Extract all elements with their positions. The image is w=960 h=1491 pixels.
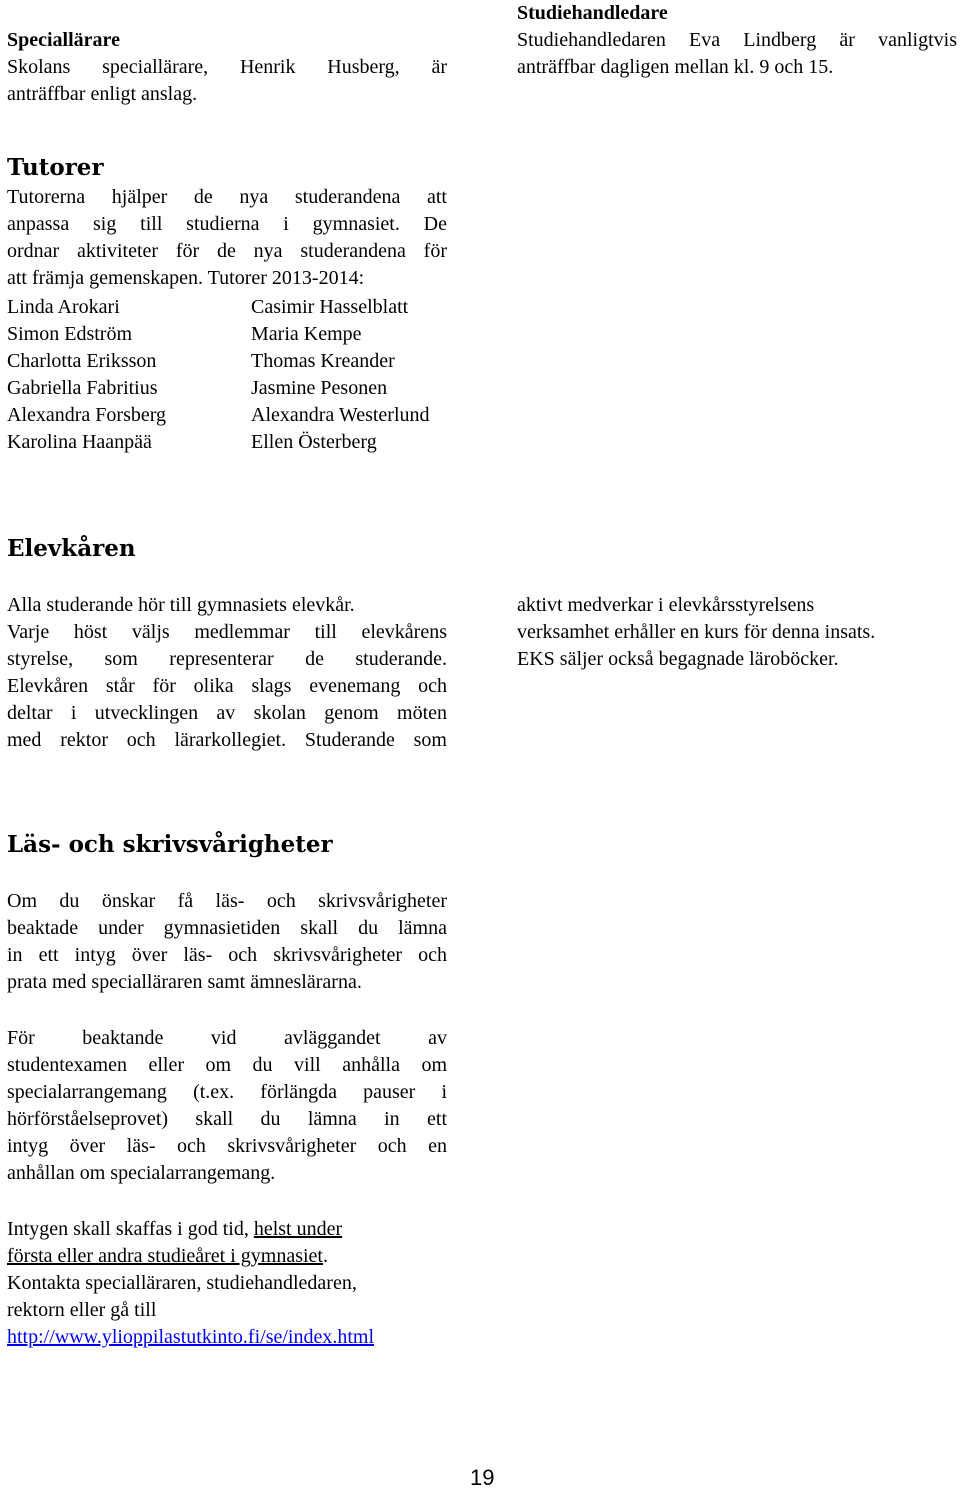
tutor-name: Alexandra Forsberg: [7, 404, 167, 426]
elevkaren-heading: Elevkåren: [7, 535, 136, 562]
las-skriv-text-line: anhållan om specialarrangemang.: [7, 1162, 276, 1184]
tutorer-text-line: ordnar aktiviteter för de nya studerandena för: [7, 240, 447, 262]
las-skriv-text: Intygen skall skaffas i god tid,: [7, 1218, 254, 1240]
studiehandledare-heading: Studiehandledare: [517, 2, 668, 24]
tutorer-text-line: Tutorerna hjälper de nya studerandena att: [7, 186, 447, 208]
tutor-names-row: [7, 348, 487, 375]
elevkaren-text-line: deltar i utvecklingen av skolan genom möten: [7, 702, 447, 724]
tutor-name: Simon Edström: [7, 323, 133, 345]
tutor-names-row: [7, 402, 487, 429]
las-skriv-text-line: rektorn eller gå till: [7, 1299, 157, 1321]
las-skriv-text-line: beaktade under gymnasietiden skall du lämna: [7, 917, 447, 939]
las-skriv-text-line: prata med specialläraren samt ämneslärarna.: [7, 971, 362, 993]
tutor-names-row: [7, 429, 487, 456]
tutor-name: Karolina Haanpää: [7, 431, 152, 453]
speciallarare-heading: Speciallärare: [7, 29, 120, 51]
studiehandledare-text-line: Studiehandledaren Eva Lindberg är vanligtvis: [517, 29, 957, 51]
tutorer-heading: Tutorer: [7, 154, 104, 181]
tutor-name: Ellen Österberg: [251, 431, 377, 453]
emphasis-underlined-text: helst under: [253, 1218, 343, 1240]
elevkaren-text-line: styrelse, som representerar de studerande.: [7, 648, 447, 670]
tutor-names-row: [7, 375, 487, 402]
studiehandledare-section: [517, 0, 957, 81]
elevkaren-text-line: Varje höst väljs medlemmar till elevkårens: [7, 621, 447, 643]
las-skriv-text-line: Om du önskar få läs- och skrivsvårigheter: [7, 890, 447, 912]
las-skriv-text-line: intyg över läs- och skrivsvårigheter och en: [7, 1135, 447, 1157]
tutor-names-list: [7, 294, 487, 459]
studiehandledare-text-line: anträffbar dagligen mellan kl. 9 och 15.: [517, 56, 834, 78]
page-number: 19: [470, 1465, 495, 1490]
tutor-name: Charlotta Eriksson: [7, 350, 157, 372]
las-skriv-text-line: [7, 1243, 467, 1270]
tutorer-text-line: anpassa sig till studierna i gymnasiet. De: [7, 213, 447, 235]
tutor-name: Linda Arokari: [7, 296, 120, 318]
las-skriv-text-line: specialarrangemang (t.ex. förlängda pauser i: [7, 1081, 447, 1103]
las-skriv-paragraph-3: [7, 1216, 467, 1351]
las-skriv-text-line: För beaktande vid avläggandet av: [7, 1027, 447, 1049]
tutor-name: Alexandra Westerlund: [251, 404, 430, 426]
tutorer-section: [7, 152, 447, 292]
las-skriv-text-line: studentexamen eller om du vill anhålla om: [7, 1054, 447, 1076]
las-skriv-text-line: in ett intyg över läs- och skrivsvårigheter och: [7, 944, 447, 966]
las-skriv-text: .: [323, 1245, 328, 1267]
las-skriv-text-line: hörförståelseprovet) skall du lämna in ett: [7, 1108, 447, 1130]
elevkaren-text-line: Alla studerande hör till gymnasiets elevkår.: [7, 594, 355, 616]
tutor-names-row: [7, 294, 487, 321]
speciallarare-text-line: Skolans speciallärare, Henrik Husberg, är: [7, 56, 447, 78]
las-skriv-text-line: Kontakta specialläraren, studiehandledaren,: [7, 1272, 357, 1294]
elevkaren-text-line: aktivt medverkar i elevkårsstyrelsens: [517, 594, 815, 616]
tutor-name: Jasmine Pesonen: [251, 377, 388, 399]
las-skriv-paragraph-2: [7, 1025, 447, 1187]
tutor-name: Casimir Hasselblatt: [251, 296, 409, 318]
las-skriv-heading: Läs- och skrivsvårigheter: [7, 831, 333, 858]
elevkaren-text-line: verksamhet erhåller en kurs för denna insats.: [517, 621, 876, 643]
elevkaren-text-line: Elevkåren står för olika slags evenemang och: [7, 675, 447, 697]
elevkaren-left-column: [7, 592, 447, 754]
las-skriv-paragraph-1: [7, 888, 447, 996]
ylioppilastutkinto-link[interactable]: http://www.ylioppilastutkinto.fi/se/index.html: [7, 1326, 375, 1348]
elevkaren-right-column: [517, 592, 957, 673]
speciallarare-section: [7, 27, 447, 108]
tutor-names-row: [7, 321, 487, 348]
ylioppilastutkinto-link-line: [7, 1324, 467, 1351]
speciallarare-text-line: anträffbar enligt anslag.: [7, 83, 198, 105]
elevkaren-text-line: med rektor och lärarkollegiet. Studerande som: [7, 729, 447, 751]
elevkaren-text-line: EKS säljer också begagnade läroböcker.: [517, 648, 839, 670]
tutor-name: Thomas Kreander: [251, 350, 395, 372]
las-skriv-text-line: [7, 1216, 467, 1243]
tutorer-text-line: att främja gemenskapen. Tutorer 2013-2014:: [7, 267, 365, 289]
emphasis-underlined-text: första eller andra studieåret i gymnasiet: [7, 1245, 323, 1267]
tutor-name: Maria Kempe: [251, 323, 362, 345]
tutor-name: Gabriella Fabritius: [7, 377, 158, 399]
